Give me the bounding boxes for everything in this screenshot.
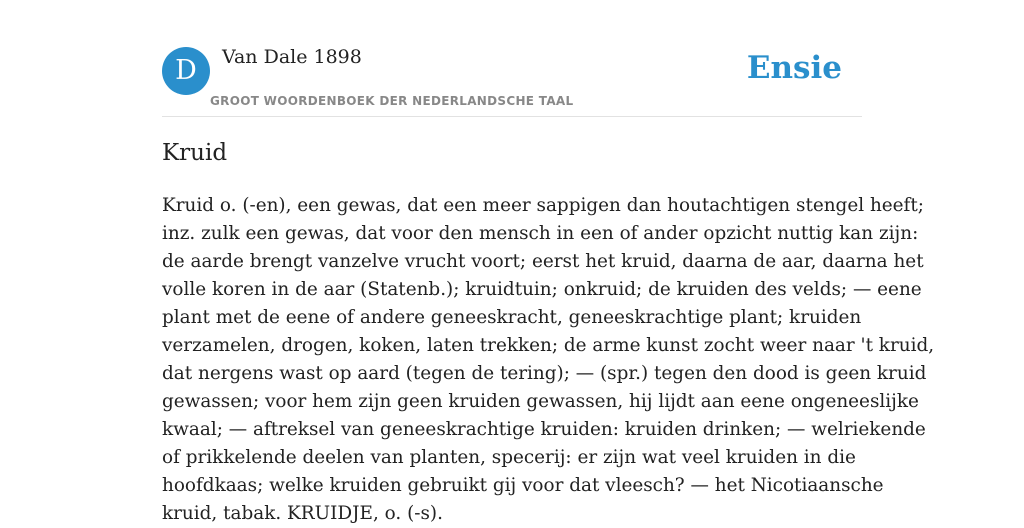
definition-line: de aarde brengt vanzelve vrucht voort; eerst het kruid, daarna de aar, daarna het <box>162 251 924 272</box>
entry-definition <box>162 192 935 528</box>
entry-title: Kruid <box>162 140 228 166</box>
source-name-link[interactable]: Van Dale 1898 <box>222 46 362 68</box>
definition-line: gewassen; voor hem zijn geen kruiden gewassen, hij lijdt aan eene ongeneeslijke <box>162 391 919 412</box>
definition-line: dat nergens wast op aard (tegen de tering); — (spr.) tegen den dood is geen kruid <box>162 363 927 384</box>
source-avatar[interactable]: D <box>162 47 210 95</box>
entry-header <box>162 46 862 117</box>
definition-line: inz. zulk een gewas, dat voor den mensch in een of ander opzicht nuttig kan zijn: <box>162 223 919 244</box>
definition-line: hoofdkaas; welke kruiden gebruikt gij voor dat vleesch? — het Nicotiaansche <box>162 475 884 496</box>
brand-logo[interactable]: Ensie <box>746 50 842 86</box>
definition-line: kruid, tabak. KRUIDJE, o. (-s). <box>162 503 443 524</box>
definition-line: verzamelen, drogen, koken, laten trekken; de arme kunst zocht weer naar 't kruid, <box>162 335 935 356</box>
definition-line: plant met de eene of andere geneeskracht, geneeskrachtige plant; kruiden <box>162 307 862 328</box>
definition-line: Kruid o. (-en), een gewas, dat een meer sappigen dan houtachtigen stengel heeft; <box>162 195 924 216</box>
definition-line: kwaal; — aftreksel van geneeskrachtige kruiden: kruiden drinken; — welriekende <box>162 419 926 440</box>
source-subtitle: GROOT WOORDENBOEK DER NEDERLANDSCHE TAAL <box>210 94 574 108</box>
definition-line: volle koren in de aar (Statenb.); kruidtuin; onkruid; de kruiden des velds; — eene <box>162 279 922 300</box>
definition-line: of prikkelende deelen van planten, specerij: er zijn wat veel kruiden in die <box>162 447 856 468</box>
